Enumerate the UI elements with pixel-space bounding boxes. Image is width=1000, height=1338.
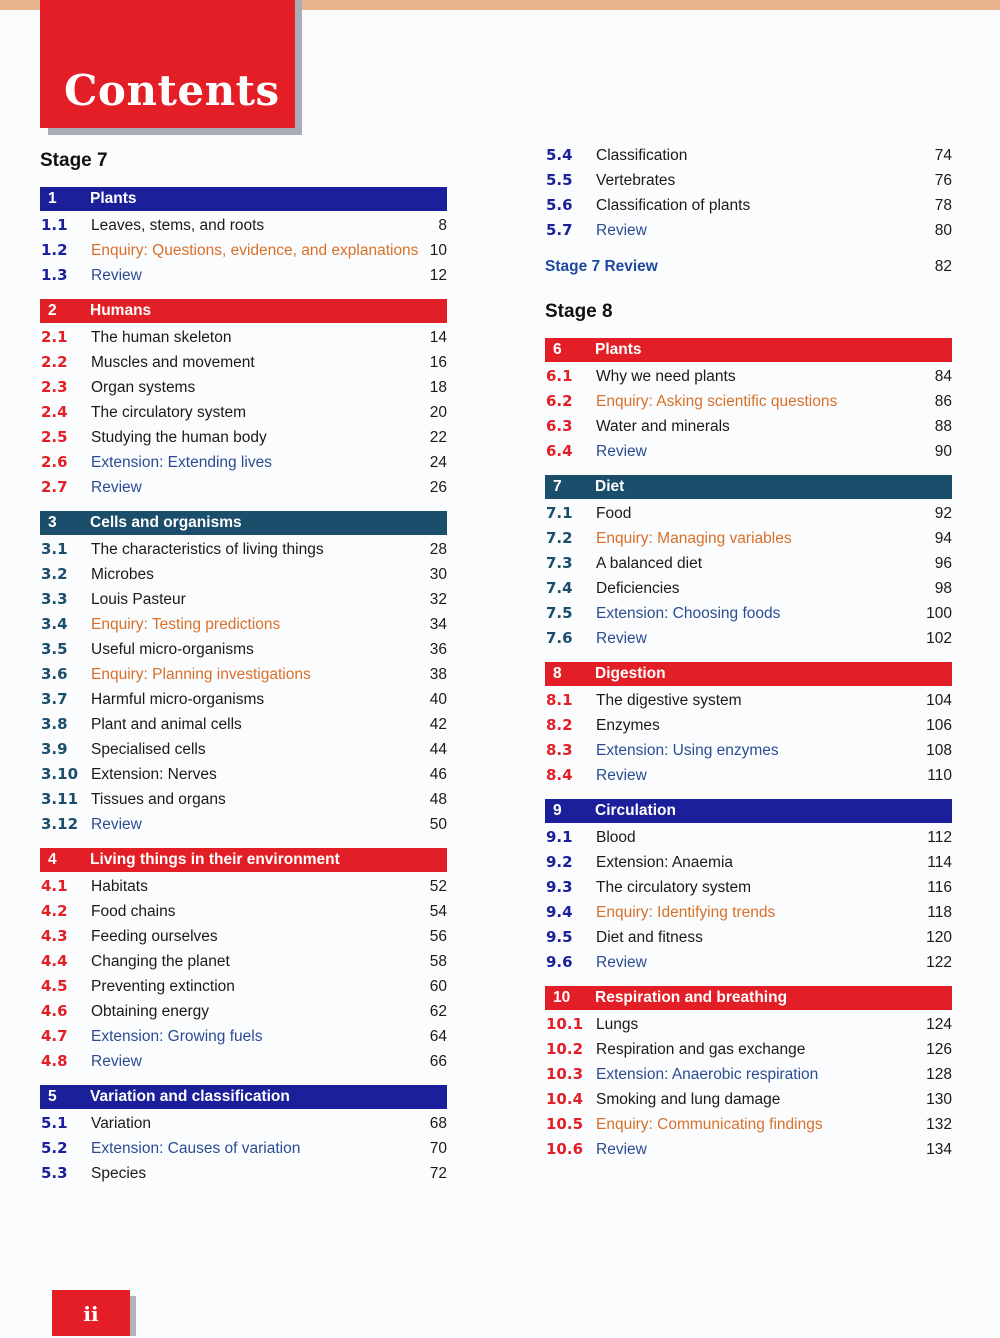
section-number: 9.2: [546, 853, 573, 871]
right-column: [545, 143, 952, 1162]
section-page: 84: [934, 368, 952, 385]
section-title: Enquiry: Asking scientific questions: [596, 393, 838, 410]
section-title: Review: [91, 479, 142, 496]
toc-entry[interactable]: [40, 475, 447, 500]
section-number: 10.2: [546, 1040, 584, 1058]
section-title: Extension: Nerves: [91, 766, 217, 783]
section-number: 10.6: [546, 1140, 584, 1158]
toc-entry[interactable]: [40, 1161, 447, 1186]
chapter-number: 3: [48, 514, 57, 531]
chapter-title: Plants: [595, 341, 642, 358]
section-page: 80: [934, 222, 952, 239]
section-page: 12: [429, 267, 447, 284]
toc-entry[interactable]: [545, 218, 952, 243]
section-title: Lungs: [596, 1016, 639, 1033]
section-number: 3.9: [41, 740, 68, 758]
section-number: 8.3: [546, 741, 573, 759]
section-number: 4.4: [41, 952, 68, 970]
section-number: 5.1: [41, 1114, 68, 1132]
toc-entry[interactable]: [40, 537, 447, 562]
section-number: 3.6: [41, 665, 68, 683]
page-number: ii: [52, 1290, 130, 1336]
section-page: 56: [429, 928, 447, 945]
section-page: 10: [429, 242, 447, 259]
section-title: Enzymes: [596, 717, 660, 734]
section-number: 1.1: [41, 216, 68, 234]
chapter-title: Plants: [90, 190, 137, 207]
section-title: Studying the human body: [91, 429, 267, 446]
chapter-header[interactable]: [545, 799, 952, 823]
section-title: Muscles and movement: [91, 354, 255, 371]
page-title: Contents: [64, 66, 280, 115]
section-number: 7.3: [546, 554, 573, 572]
section-title: The circulatory system: [91, 404, 247, 421]
section-number: 10.4: [546, 1090, 584, 1108]
chapter-title: Circulation: [595, 802, 676, 819]
toc-entry[interactable]: [545, 738, 952, 763]
toc-entry[interactable]: [40, 1049, 447, 1074]
section-page: 86: [934, 393, 952, 410]
section-page: 116: [927, 879, 952, 896]
toc-entry[interactable]: [40, 737, 447, 762]
toc-entry[interactable]: [545, 875, 952, 900]
toc-entry[interactable]: [545, 1087, 952, 1112]
section-title: Enquiry: Identifying trends: [596, 904, 776, 921]
section-number: 3.12: [41, 815, 79, 833]
section-title: Feeding ourselves: [91, 928, 218, 945]
chapter-header[interactable]: [40, 1085, 447, 1109]
section-page: 110: [927, 767, 952, 784]
section-title: Preventing extinction: [91, 978, 235, 995]
section-number: 4.3: [41, 927, 68, 945]
chapter-number: 4: [48, 851, 57, 868]
chapter-title: Variation and classification: [90, 1088, 290, 1105]
section-title: Respiration and gas exchange: [596, 1041, 806, 1058]
section-page: 60: [429, 978, 447, 995]
section-title: Food: [596, 505, 632, 522]
section-number: 6.2: [546, 392, 573, 410]
toc-entry[interactable]: [40, 924, 447, 949]
toc-entry[interactable]: [40, 812, 447, 837]
section-page: 126: [926, 1041, 952, 1058]
section-title: Extension: Anaemia: [596, 854, 734, 871]
section-title: Organ systems: [91, 379, 196, 396]
section-title: Leaves, stems, and roots: [91, 217, 265, 234]
chapter-header[interactable]: [545, 475, 952, 499]
toc-entry[interactable]: [545, 1012, 952, 1037]
section-title: Extension: Using enzymes: [596, 742, 779, 759]
section-page: 26: [429, 479, 447, 496]
toc-entry[interactable]: [40, 263, 447, 288]
section-title: Review: [596, 767, 647, 784]
toc-entry[interactable]: [545, 850, 952, 875]
toc-entry[interactable]: [40, 213, 447, 238]
toc-entry[interactable]: [40, 325, 447, 350]
section-title: Variation: [91, 1115, 152, 1132]
section-number: 2.3: [41, 378, 68, 396]
toc-entry[interactable]: [545, 825, 952, 850]
section-number: 4.5: [41, 977, 68, 995]
chapter-number: 1: [48, 190, 57, 207]
section-title: The characteristics of living things: [91, 541, 324, 558]
section-number: 5.7: [546, 221, 573, 239]
section-number: 2.2: [41, 353, 68, 371]
section-number: 1.2: [41, 241, 68, 259]
section-title: Review: [596, 954, 647, 971]
toc-entry[interactable]: [40, 1136, 447, 1161]
section-title: Extension: Anaerobic respiration: [596, 1066, 819, 1083]
section-number: 10.1: [546, 1015, 584, 1033]
left-column: [40, 146, 447, 1186]
section-number: 8.2: [546, 716, 573, 734]
toc-entry[interactable]: [40, 350, 447, 375]
section-title: Deficiencies: [596, 580, 680, 597]
section-page: 62: [429, 1003, 447, 1020]
section-page: 32: [429, 591, 447, 608]
section-number: 5.2: [41, 1139, 68, 1157]
section-number: 10.5: [546, 1115, 584, 1133]
toc-entry[interactable]: [545, 414, 952, 439]
section-page: 114: [927, 854, 952, 871]
section-number: 4.8: [41, 1052, 68, 1070]
toc-entry[interactable]: [545, 193, 952, 218]
section-title: Review: [596, 222, 647, 239]
toc-entry[interactable]: [40, 899, 447, 924]
chapter-header[interactable]: [40, 848, 447, 872]
section-number: 3.4: [41, 615, 68, 633]
chapter-number: 9: [553, 802, 562, 819]
section-title: Classification: [596, 147, 688, 164]
toc-entry[interactable]: [40, 450, 447, 475]
section-title: Smoking and lung damage: [596, 1091, 781, 1108]
section-number: 6.1: [546, 367, 573, 385]
section-number: 9.5: [546, 928, 573, 946]
chapter-title: Diet: [595, 478, 625, 495]
section-title: Review: [596, 1141, 647, 1158]
section-page: 108: [926, 742, 952, 759]
section-title: Water and minerals: [596, 418, 730, 435]
section-number: 2.5: [41, 428, 68, 446]
toc-entry[interactable]: [40, 662, 447, 687]
section-page: 28: [429, 541, 447, 558]
section-page: 132: [926, 1116, 952, 1133]
chapter-title: Living things in their environment: [90, 851, 340, 868]
toc-entry[interactable]: [545, 143, 952, 168]
section-title: Tissues and organs: [91, 791, 226, 808]
toc-entry[interactable]: [545, 1037, 952, 1062]
chapter-header[interactable]: [40, 187, 447, 211]
section-number: 6.4: [546, 442, 573, 460]
section-title: Plant and animal cells: [91, 716, 242, 733]
section-number: 7.4: [546, 579, 573, 597]
section-title: Enquiry: Managing variables: [596, 530, 792, 547]
section-page: 54: [429, 903, 447, 920]
section-title: Obtaining energy: [91, 1003, 210, 1020]
section-number: 9.4: [546, 903, 573, 921]
section-title: Review: [596, 630, 647, 647]
section-number: 4.7: [41, 1027, 68, 1045]
section-number: 8.1: [546, 691, 573, 709]
section-page: 34: [429, 616, 447, 633]
section-title: The circulatory system: [596, 879, 752, 896]
section-title: Extension: Choosing foods: [596, 605, 781, 622]
toc-entry[interactable]: [545, 950, 952, 975]
chapter-title: Humans: [90, 302, 152, 319]
section-page: 130: [926, 1091, 952, 1108]
section-page: 122: [926, 954, 952, 971]
section-number: 3.11: [41, 790, 79, 808]
section-page: 42: [429, 716, 447, 733]
section-number: 8.4: [546, 766, 573, 784]
chapter-header[interactable]: [40, 299, 447, 323]
section-page: 104: [926, 692, 952, 709]
section-title: A balanced diet: [596, 555, 703, 572]
section-title: Habitats: [91, 878, 148, 895]
section-page: 102: [926, 630, 952, 647]
section-number: 7.6: [546, 629, 573, 647]
section-page: 72: [429, 1165, 447, 1182]
section-title: Why we need plants: [596, 368, 736, 385]
chapter-number: 7: [553, 478, 562, 495]
section-page: 96: [934, 555, 952, 572]
section-title: Harmful micro-organisms: [91, 691, 265, 708]
chapter-list: [545, 338, 952, 1162]
section-page: 66: [429, 1053, 447, 1070]
section-page: 24: [429, 454, 447, 471]
section-number: 9.3: [546, 878, 573, 896]
section-title: Enquiry: Testing predictions: [91, 616, 281, 633]
section-page: 78: [934, 197, 952, 214]
section-page: 8: [438, 217, 447, 234]
section-title: Extension: Growing fuels: [91, 1028, 263, 1045]
section-number: 2.6: [41, 453, 68, 471]
toc-entry[interactable]: [40, 712, 447, 737]
toc-entry[interactable]: [545, 439, 952, 464]
section-page: 98: [934, 580, 952, 597]
section-page: 30: [429, 566, 447, 583]
section-number: 7.5: [546, 604, 573, 622]
section-page: 64: [429, 1028, 447, 1045]
section-title: Blood: [596, 829, 636, 846]
section-number: 2.7: [41, 478, 68, 496]
section-page: 100: [926, 605, 952, 622]
toc-entry[interactable]: [40, 375, 447, 400]
section-page: 48: [429, 791, 447, 808]
section-number: 2.1: [41, 328, 68, 346]
section-number: 3.7: [41, 690, 68, 708]
section-number: 4.1: [41, 877, 68, 895]
toc-entry[interactable]: [545, 1062, 952, 1087]
toc-entry[interactable]: [40, 425, 447, 450]
chapter-number: 2: [48, 302, 57, 319]
section-page: 92: [934, 505, 952, 522]
section-page: 50: [429, 816, 447, 833]
section-page: 76: [934, 172, 952, 189]
section-number: 10.3: [546, 1065, 584, 1083]
toc-entry[interactable]: [545, 526, 952, 551]
toc-entry[interactable]: [40, 787, 447, 812]
section-page: 58: [429, 953, 447, 970]
toc-entry[interactable]: [40, 687, 447, 712]
toc-entry[interactable]: [40, 974, 447, 999]
stage-heading: Stage 7: [40, 150, 108, 171]
section-number: 7.2: [546, 529, 573, 547]
section-number: 3.10: [41, 765, 79, 783]
section-number: 6.3: [546, 417, 573, 435]
section-title: Changing the planet: [91, 953, 230, 970]
section-page: 88: [934, 418, 952, 435]
section-title: Microbes: [91, 566, 154, 583]
section-number: 3.5: [41, 640, 68, 658]
chapter-number: 5: [48, 1088, 57, 1105]
section-title: Enquiry: Questions, evidence, and explanations: [91, 242, 419, 259]
section-title: Review: [91, 1053, 142, 1070]
section-number: 5.3: [41, 1164, 68, 1182]
section-page: 20: [429, 404, 447, 421]
chapter-list: [40, 187, 447, 1186]
section-page: 134: [926, 1141, 952, 1158]
toc-entry[interactable]: [40, 562, 447, 587]
stage-review-entry[interactable]: [545, 254, 952, 279]
section-page: 70: [429, 1140, 447, 1157]
section-page: 14: [429, 329, 447, 346]
toc-entry[interactable]: [40, 612, 447, 637]
stage-review-page: 82: [934, 258, 952, 275]
toc-entry[interactable]: [40, 238, 447, 263]
chapter-title: Cells and organisms: [90, 514, 242, 531]
toc-entry[interactable]: [40, 1024, 447, 1049]
section-page: 36: [429, 641, 447, 658]
section-number: 5.5: [546, 171, 573, 189]
section-page: 90: [934, 443, 952, 460]
section-page: 46: [429, 766, 447, 783]
section-title: Enquiry: Planning investigations: [91, 666, 311, 683]
toc-entry[interactable]: [545, 626, 952, 651]
chapter-title: Respiration and breathing: [595, 989, 788, 1006]
section-title: Species: [91, 1165, 147, 1182]
section-title: Review: [91, 267, 142, 284]
toc-entry[interactable]: [545, 688, 952, 713]
section-title: Food chains: [91, 903, 176, 920]
toc-entry[interactable]: [40, 999, 447, 1024]
toc-entry[interactable]: [545, 501, 952, 526]
section-title: Louis Pasteur: [91, 591, 186, 608]
chapter-number: 10: [553, 989, 571, 1006]
chapter-continuation: [545, 143, 952, 243]
section-page: 124: [926, 1016, 952, 1033]
chapter-header[interactable]: [545, 986, 952, 1010]
chapter-header[interactable]: [545, 338, 952, 362]
chapter-title: Digestion: [595, 665, 666, 682]
section-page: 22: [429, 429, 447, 446]
section-title: Review: [596, 443, 647, 460]
section-number: 9.6: [546, 953, 573, 971]
toc-entry[interactable]: [545, 763, 952, 788]
section-title: The human skeleton: [91, 329, 232, 346]
toc-entry[interactable]: [40, 874, 447, 899]
section-number: 4.2: [41, 902, 68, 920]
chapter-number: 6: [553, 341, 562, 358]
toc-entry[interactable]: [40, 1111, 447, 1136]
section-title: Review: [91, 816, 142, 833]
section-title: Diet and fitness: [596, 929, 703, 946]
section-page: 40: [429, 691, 447, 708]
section-number: 3.8: [41, 715, 68, 733]
section-number: 4.6: [41, 1002, 68, 1020]
section-title: Extension: Causes of variation: [91, 1140, 301, 1157]
toc-entry[interactable]: [545, 1137, 952, 1162]
section-title: Extension: Extending lives: [91, 454, 272, 471]
section-page: 112: [927, 829, 952, 846]
section-number: 9.1: [546, 828, 573, 846]
toc-entry[interactable]: [40, 949, 447, 974]
section-number: 3.3: [41, 590, 68, 608]
contents-title-block: [40, 0, 295, 128]
section-page: 74: [934, 147, 952, 164]
section-page: 118: [927, 904, 952, 921]
section-title: Classification of plants: [596, 197, 751, 214]
section-page: 128: [926, 1066, 952, 1083]
toc-entry[interactable]: [545, 1112, 952, 1137]
toc-entry[interactable]: [545, 925, 952, 950]
toc-entry[interactable]: [545, 713, 952, 738]
toc-entry[interactable]: [545, 900, 952, 925]
toc-entry[interactable]: [545, 364, 952, 389]
section-title: Enquiry: Communicating findings: [596, 1116, 823, 1133]
section-title: Vertebrates: [596, 172, 676, 189]
toc-entry[interactable]: [40, 637, 447, 662]
section-number: 3.1: [41, 540, 68, 558]
toc-entry[interactable]: [545, 551, 952, 576]
toc-entry[interactable]: [40, 587, 447, 612]
section-number: 7.1: [546, 504, 573, 522]
section-page: 16: [429, 354, 447, 371]
section-number: 5.4: [546, 146, 573, 164]
section-page: 68: [429, 1115, 447, 1132]
section-number: 3.2: [41, 565, 68, 583]
toc-entry[interactable]: [40, 762, 447, 787]
stage-review-title: Stage 7 Review: [545, 258, 658, 275]
section-page: 94: [934, 530, 952, 547]
section-number: 1.3: [41, 266, 68, 284]
section-page: 18: [429, 379, 447, 396]
toc-entry[interactable]: [545, 168, 952, 193]
toc-entry[interactable]: [545, 601, 952, 626]
section-number: 5.6: [546, 196, 573, 214]
section-page: 106: [926, 717, 952, 734]
section-page: 52: [429, 878, 447, 895]
toc-entry[interactable]: [545, 389, 952, 414]
section-page: 38: [429, 666, 447, 683]
toc-entry[interactable]: [40, 400, 447, 425]
section-page: 44: [429, 741, 447, 758]
stage-heading: Stage 8: [545, 301, 613, 322]
section-page: 120: [926, 929, 952, 946]
toc-entry[interactable]: [545, 576, 952, 601]
chapter-number: 8: [553, 665, 562, 682]
section-title: Useful micro-organisms: [91, 641, 254, 658]
section-title: The digestive system: [596, 692, 742, 709]
chapter-header[interactable]: [545, 662, 952, 686]
section-number: 2.4: [41, 403, 68, 421]
section-title: Specialised cells: [91, 741, 206, 758]
chapter-header[interactable]: [40, 511, 447, 535]
